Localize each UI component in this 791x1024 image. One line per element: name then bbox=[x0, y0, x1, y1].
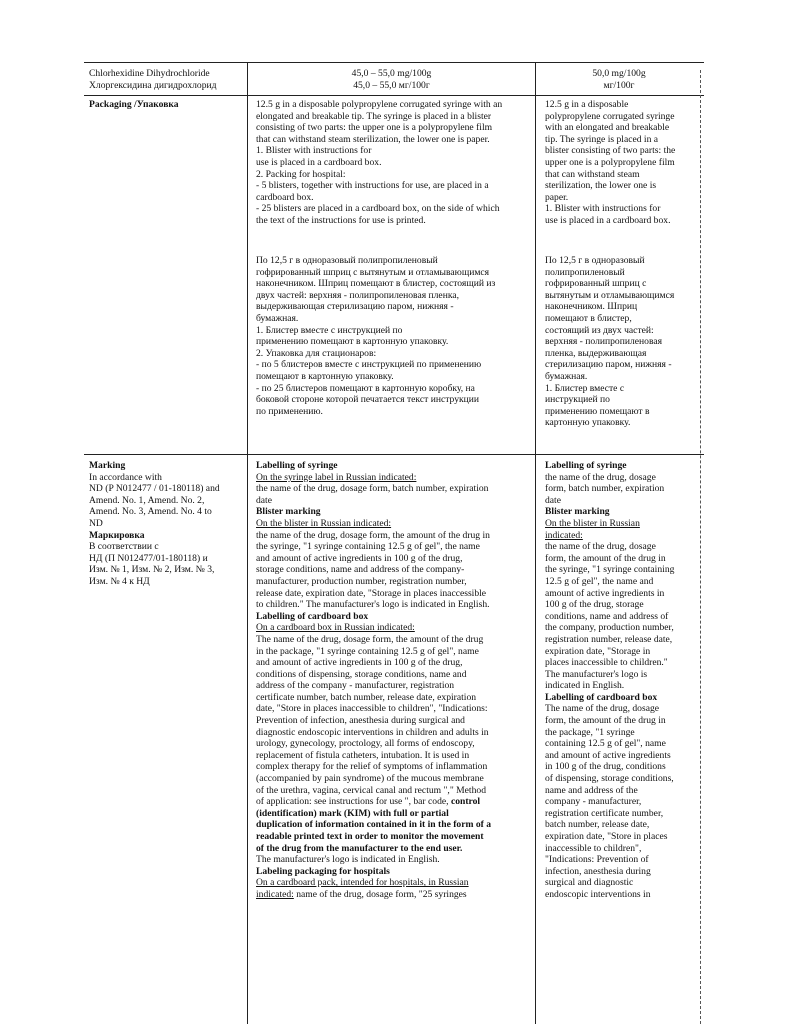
range-ru: 45,0 – 55,0 мг/100г bbox=[353, 79, 430, 91]
text-line: ND (P N012477 / 01-180118) and bbox=[89, 483, 220, 495]
text-line: ND bbox=[89, 517, 103, 529]
text-line: 1. Blister with instructions for bbox=[545, 203, 661, 215]
header-value-cell bbox=[540, 68, 698, 91]
packaging-mid-ru bbox=[256, 255, 495, 417]
text-line: выдерживающая стерилизацию паром, нижняя - bbox=[256, 301, 454, 313]
text-line: помещают в блистер, bbox=[545, 312, 632, 324]
text-line: conditions of dispensing, storage conditions, name and bbox=[256, 668, 467, 680]
text-line: бумажная. bbox=[545, 370, 588, 382]
text-line: and amount of active ingredients in 100 g of the drug, bbox=[256, 657, 463, 669]
text-line: form, the amount of the drug in bbox=[545, 552, 666, 564]
text-line: of dispensing, storage conditions, bbox=[545, 773, 674, 785]
text-line: polypropylene corrugated syringe bbox=[545, 110, 675, 122]
text-line: the text of the instructions for use is printed. bbox=[256, 214, 426, 226]
text-line: cardboard box. bbox=[256, 191, 314, 203]
text-line: 100 g of the drug, storage bbox=[545, 599, 644, 611]
col-divider-right bbox=[535, 62, 536, 1024]
text-line: and amount of active ingredients in 100 g of the drug, bbox=[256, 552, 463, 564]
text-line: двух частей: верхняя - полипропиленовая пленка, bbox=[256, 289, 460, 301]
text-line: инструкцией по bbox=[545, 394, 610, 406]
text-line: inaccessible to children", bbox=[545, 842, 642, 854]
text-line: по применению. bbox=[256, 405, 323, 417]
text-line: consisting of two parts: the upper one is a polypropylene film bbox=[256, 122, 493, 134]
text-line: containing 12.5 g of gel", name bbox=[545, 738, 666, 750]
text-line: of the urethra, vagina, cervical canal and rectum "," Method bbox=[256, 784, 486, 796]
text-line: the name of the drug, dosage bbox=[545, 541, 656, 553]
text-line: expiration date, "Store in places bbox=[545, 831, 668, 842]
box-title: Labelling of cardboard box bbox=[256, 610, 369, 622]
text-line: replacement of fistula catheters, intubation. It is used in bbox=[256, 749, 470, 761]
header-substance-cell bbox=[89, 68, 217, 91]
packaging-label-cell bbox=[89, 99, 179, 111]
packaging-label: Packaging /Упаковка bbox=[89, 99, 179, 110]
text-line: that can withstand steam bbox=[545, 168, 640, 180]
right-margin-dash bbox=[700, 70, 701, 1024]
text-line: company - manufacturer, bbox=[545, 796, 642, 808]
text-line: use is placed in a cardboard box. bbox=[545, 214, 671, 226]
text-line: применению помещают в картонную упаковку. bbox=[256, 336, 449, 348]
bold-line: duplication of information contained in it in the form of a bbox=[256, 819, 492, 831]
text-line: Изм. № 1, Изм. № 2, Изм. № 3, bbox=[89, 564, 215, 576]
syringe-title: Labelling of syringe bbox=[545, 460, 627, 471]
bold-line: readable printed text in order to monitor the movement bbox=[256, 831, 484, 842]
text-line: наконечником. Шприц помещают в блистер, состоящий из bbox=[256, 278, 496, 290]
text-line: верхняя - полипропиленовая bbox=[545, 336, 663, 348]
value-en: 50,0 mg/100g bbox=[592, 68, 646, 79]
text-line: The name of the drug, dosage bbox=[545, 703, 660, 715]
hospital-title: Labeling packaging for hospitals bbox=[256, 865, 390, 877]
text-line: 1. Блистер вместе с bbox=[545, 382, 625, 394]
text-line: гофрированный шприц с bbox=[545, 278, 647, 290]
packaging-right-en bbox=[545, 99, 675, 227]
box-subtitle: On a cardboard box in Russian indicated: bbox=[256, 622, 415, 634]
box-title: Labelling of cardboard box bbox=[545, 691, 658, 703]
text-line: with an elongated and breakable bbox=[545, 122, 670, 134]
text-line: 2. Packing for hospital: bbox=[256, 168, 346, 180]
text-line: expiration date, "Storage in bbox=[545, 645, 651, 657]
text-line: that can withstand steam sterilization, the lower one is paper. bbox=[256, 133, 490, 145]
text-line: date bbox=[256, 494, 272, 506]
value-ru: мг/100г bbox=[603, 79, 635, 91]
hospital-subtitle-end: indicated: bbox=[256, 888, 294, 900]
text-line: places inaccessible to children." bbox=[545, 657, 668, 669]
text-line: наконечником. Шприц bbox=[545, 301, 638, 313]
text-line: НД (П N012477/01-180118) и bbox=[89, 552, 208, 564]
text-line: боковой стороне которой печатается текст инструкции bbox=[256, 394, 480, 406]
bold-line: of the drug from the manufacturer to the end user. bbox=[256, 842, 463, 854]
text-line: - по 5 блистеров вместе с инструкцией по применению bbox=[256, 359, 482, 371]
text-line: 1. Blister with instructions for bbox=[256, 145, 372, 157]
text-span: of application: see instructions for use ", bar code, bbox=[256, 796, 449, 808]
text-line: certificate number, batch number, release date, expiration bbox=[256, 691, 477, 703]
text-line: registration certificate number, bbox=[545, 807, 664, 819]
text-line: date bbox=[545, 494, 561, 506]
packaging-mid-en bbox=[256, 99, 502, 227]
text-line: and amount of active ingredients bbox=[545, 749, 671, 761]
text-line: diagnostic endoscopic interventions in children and adults in bbox=[256, 726, 489, 738]
text-line: 12.5 g in a disposable bbox=[545, 99, 629, 110]
text-line: complex therapy for the relief of symptoms of inflammation bbox=[256, 761, 488, 773]
text-line: date, "Store in places inaccessible to children", "Indications: bbox=[256, 703, 488, 715]
text-line: upper one is a polypropylene film bbox=[545, 156, 675, 168]
logo-note: The manufacturer's logo is indicated in English. bbox=[256, 854, 440, 866]
text-line: the name of the drug, dosage form, batch number, expiration bbox=[256, 483, 489, 495]
marking-title-ru: Маркировка bbox=[89, 529, 145, 541]
rule-packaging-bottom bbox=[84, 454, 704, 455]
text-line: the company, production number, bbox=[545, 622, 674, 634]
text-line: conditions, name and address of bbox=[545, 610, 669, 622]
text-line: manufacturer, production number, registration number, bbox=[256, 575, 467, 587]
text-line: use is placed in a cardboard box. bbox=[256, 156, 382, 168]
text-line: пленка, выдерживающая bbox=[545, 347, 647, 359]
text-line: storage conditions, name and address of the company- bbox=[256, 564, 465, 576]
bold-span: control bbox=[450, 796, 481, 808]
text-line: surgical and diagnostic bbox=[545, 877, 634, 889]
text-line: полипропиленовый bbox=[545, 266, 625, 278]
text-line: стерилизацию паром, нижняя - bbox=[545, 359, 672, 371]
substance-ru: Хлоргексидина дигидрохлорид bbox=[89, 79, 217, 91]
text-line: to children." The manufacturer's logo is indicated in English. bbox=[256, 599, 490, 611]
text-line: registration number, release date, bbox=[545, 633, 673, 645]
header-range-cell bbox=[252, 68, 531, 91]
text-line: Prevention of infection, anesthesia during surgical and bbox=[256, 715, 465, 727]
text-line: 12.5 g in a disposable polypropylene corrugated syringe with an bbox=[256, 99, 503, 110]
blister-subtitle: indicated: bbox=[545, 529, 583, 541]
text-line: address of the company - manufacturer, registration bbox=[256, 680, 455, 692]
text-line: бумажная. bbox=[256, 312, 299, 324]
syringe-title: Labelling of syringe bbox=[256, 460, 338, 471]
rule-header-bottom bbox=[84, 95, 704, 96]
text-line: batch number, release date, bbox=[545, 819, 650, 831]
text-line: in the package, "1 syringe containing 12.5 g of gel", name bbox=[256, 645, 479, 657]
syringe-subtitle: On the syringe label in Russian indicated: bbox=[256, 471, 417, 483]
text-line: картонную упаковку. bbox=[545, 417, 631, 429]
text-line: 1. Блистер вместе с инструкцией по bbox=[256, 324, 403, 336]
text-line: вытянутым и отламывающимся bbox=[545, 289, 675, 301]
text-line: По 12,5 г в одноразовый bbox=[545, 255, 645, 266]
text-line: помещают в картонную упаковку. bbox=[256, 370, 394, 382]
substance-en: Chlorhexidine Dihydrochloride bbox=[89, 68, 210, 79]
text-line: Amend. No. 3, Amend. No. 4 to bbox=[89, 506, 212, 518]
text-line: the package, "1 syringe bbox=[545, 726, 635, 738]
text-line: применению помещают в bbox=[545, 405, 650, 417]
text-line: paper. bbox=[545, 191, 569, 203]
text-line: (accompanied by pain syndrome) of the mucous membrane bbox=[256, 773, 484, 785]
blister-title: Blister marking bbox=[256, 506, 321, 518]
packaging-right-ru bbox=[545, 255, 674, 429]
text-line: - по 25 блистеров помещают в картонную коробку, на bbox=[256, 382, 475, 394]
text-line: form, batch number, expiration bbox=[545, 483, 665, 495]
text-line: 2. Упаковка для стационаров: bbox=[256, 347, 377, 359]
rule-top bbox=[84, 62, 704, 63]
text-line: blister consisting of two parts: the bbox=[545, 145, 676, 157]
text-line: the name of the drug, dosage form, the amount of the drug in bbox=[256, 529, 490, 541]
text-line: гофрированный шприц с вытянутым и отламывающимся bbox=[256, 266, 490, 278]
range-en: 45,0 – 55,0 mg/100g bbox=[351, 68, 432, 79]
text-line: состоящий из двух частей: bbox=[545, 324, 654, 336]
bold-line: (identification) mark (KIM) with full or partial bbox=[256, 807, 449, 819]
text-line: in 100 g of the drug, conditions bbox=[545, 761, 666, 773]
text-line: The manufacturer's logo is bbox=[545, 668, 648, 680]
blister-subtitle: On the blister in Russian indicated: bbox=[256, 517, 392, 529]
text-line: elongated and breakable tip. The syringe is placed in a blister bbox=[256, 110, 492, 122]
marking-title-en: Marking bbox=[89, 460, 126, 471]
blister-subtitle: On the blister in Russian bbox=[545, 517, 640, 529]
text-line: Amend. No. 1, Amend. No. 2, bbox=[89, 494, 205, 506]
text-line: Изм. № 4 к НД bbox=[89, 575, 150, 587]
text-line: По 12,5 г в одноразовый полипропиленовый bbox=[256, 255, 438, 266]
blister-title: Blister marking bbox=[545, 506, 610, 518]
text-line: - 25 blisters are placed in a cardboard box, on the side of which bbox=[256, 203, 500, 215]
text-line: the name of the drug, dosage bbox=[545, 471, 656, 483]
text-line: infection, anesthesia during bbox=[545, 865, 651, 877]
text-line: endoscopic interventions in bbox=[545, 888, 651, 900]
text-line: form, the amount of the drug in bbox=[545, 715, 666, 727]
text-line: - 5 blisters, together with instructions for use, are placed in a bbox=[256, 180, 489, 192]
text-line: amount of active ingredients in bbox=[545, 587, 665, 599]
text-line: the syringe, "1 syringe containing bbox=[545, 564, 675, 576]
text-line: urology, gynecology, proctology, all forms of endoscopy, bbox=[256, 738, 475, 750]
text-line: The name of the drug, dosage form, the amount of the drug bbox=[256, 633, 484, 645]
marking-right bbox=[545, 460, 674, 901]
text-line: name and address of the bbox=[545, 784, 638, 796]
text-line-mixed bbox=[256, 796, 491, 808]
text-line: sterilization, the lower one is bbox=[545, 180, 657, 192]
text-line: release date, expiration date, "Storage in places inaccessible bbox=[256, 587, 487, 599]
text-line: the syringe, "1 syringe containing 12.5 g of gel", the name bbox=[256, 541, 480, 553]
text-line: "Indications: Prevention of bbox=[545, 854, 649, 866]
text-line: В соответствии с bbox=[89, 541, 159, 553]
text-line: indicated in English. bbox=[545, 680, 625, 692]
marking-mid bbox=[256, 460, 491, 901]
text-line: In accordance with bbox=[89, 471, 162, 483]
text-line: 12.5 g of gel", the name and bbox=[545, 575, 654, 587]
text-span: name of the drug, dosage form, "25 syringes bbox=[293, 888, 467, 900]
text-line-mixed bbox=[256, 889, 491, 901]
marking-label-cell bbox=[89, 460, 220, 588]
hospital-subtitle: On a cardboard pack, intended for hospitals, in Russian bbox=[256, 877, 469, 889]
col-divider-left bbox=[247, 62, 248, 1024]
text-line: tip. The syringe is placed in a bbox=[545, 133, 659, 145]
